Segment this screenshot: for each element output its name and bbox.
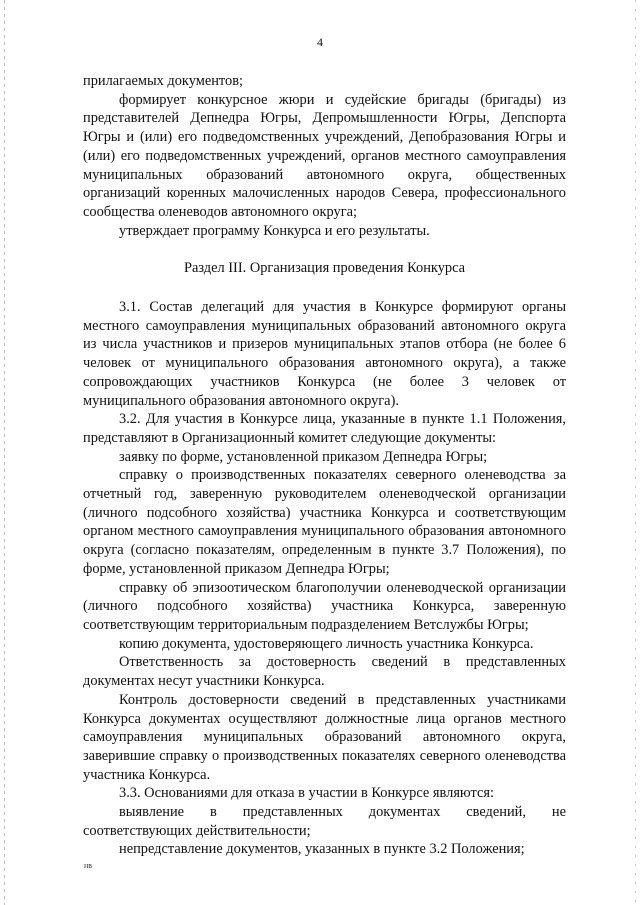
paragraph: непредставление документов, указанных в пункте 3.2 Положения; — [119, 841, 525, 858]
paragraph: 3.1. Состав делегаций для участия в Конкурсе формируют органы местного самоуправления муниципальных образований автономного округа из числа участников и призеров муниципальных этапов отбора (не более 6 человек от муниципального образования автономного округа), а также сопровождающих участников Конкурса (не более 3 человек от муниципального образования автономного округа). — [83, 299, 566, 409]
paragraph: 3.3. Основаниями для отказа в участии в Конкурсе являются: — [119, 785, 494, 802]
paragraph: утверждает программу Конкурса и его результаты. — [119, 222, 430, 239]
paragraph: прилагаемых документов; — [83, 73, 244, 89]
paragraph: копию документа, удостоверяющего личность участника Конкурса. — [119, 635, 534, 652]
paragraph: справку о производственных показателях северного оленеводства за отчетный год, заверенную руководителем оленеводческой организации (личного подсобного хозяйства) участника Конкурса и соответствующим органом местного самоуправления муниципального образования автономного округа (согласно показателям, определенным в пункте 3.7 Положения), по форме, установленной приказом Депнедра Югры; — [83, 467, 566, 577]
paragraph: формирует конкурсное жюри и судейские бригады (бригады) из представителей Депнедра Югры, Депромышленности Югры, Депспорта Югры и (или) его подведомственных учреждений, Депобразования Югры и (или) его подведомственных учреждений, органов местного самоуправления муниципальных образований автономного округа, общественных организаций коренных малочисленных народов Севера, профессионального сообщества оленеводов автономного округа; — [83, 91, 566, 220]
document-body — [83, 72, 566, 859]
paragraph: 3.2. Для участия в Конкурсе лица, указанные в пункте 1.1 Положения, представляют в Организационный комитет следующие документы: — [83, 411, 566, 446]
scan-edge-right — [635, 0, 636, 905]
paragraph: Контроль достоверности сведений в представленных участниками Конкурса документах осуществляют должностные лица органов местного самоуправления муниципальных образований автономного округа, заверившие справку о производственных показателях северного оленеводства участника Конкурса. — [83, 691, 566, 783]
paragraph: выявление в представленных документах сведений, не соответствующих действительности; — [83, 804, 566, 839]
paragraph: заявку по форме, установленной приказом Депнедра Югры; — [119, 448, 488, 465]
paragraph: справку об эпизоотическом благополучии оленеводческой организации (личного подсобного хозяйства) участника Конкурса, заверенную соответствующим территориальным подразделением Ветслужбы Югры; — [83, 579, 566, 633]
scan-edge-left — [4, 0, 5, 905]
paragraph: Ответственность за достоверность сведений в представленных документах несут участники Конкурса. — [83, 654, 566, 690]
footer-initials: нв — [84, 861, 93, 870]
section-heading: Раздел III. Организация проведения Конкурса — [183, 260, 466, 277]
page-number: 4 — [317, 35, 323, 49]
